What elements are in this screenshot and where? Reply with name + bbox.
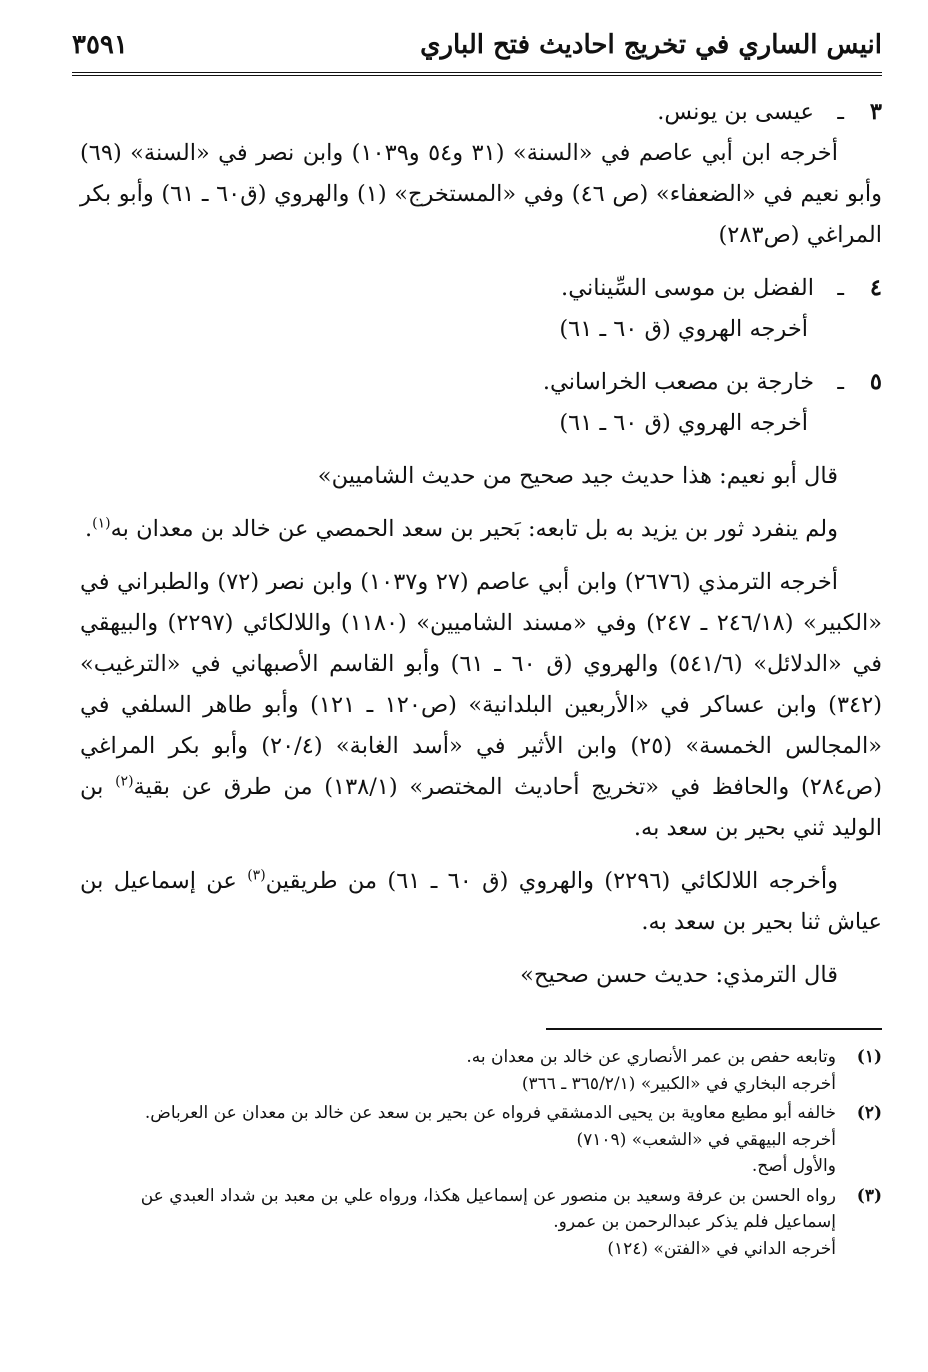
footnote-3 bbox=[80, 1183, 882, 1263]
footnotes bbox=[80, 1044, 882, 1262]
footnote-1 bbox=[80, 1044, 882, 1097]
footnote-ref-3: (٣) bbox=[247, 867, 266, 884]
footnote-number: (١) bbox=[856, 1047, 882, 1067]
narrator-item-3: ٣ـعيسى بن يونس. bbox=[80, 92, 882, 133]
footnote-line: وتابعه حفص بن عمر الأنصاري عن خالد بن معدان به. bbox=[466, 1047, 836, 1067]
footnote-number: (٣) bbox=[856, 1185, 882, 1206]
tirmidhi-quote: قال الترمذي: حديث حسن صحيح» bbox=[520, 962, 838, 988]
footnote-line: أخرجه الداني في «الفتن» (١٢٤) bbox=[607, 1238, 836, 1259]
footnote-line: والأول أصح. bbox=[751, 1156, 836, 1176]
main-text bbox=[80, 92, 882, 996]
takhrij-paragraph-1: أخرجه الترمذي (٢٦٧٦) وابن أبي عاصم (٢٧ و١٠٣٧) وابن نصر (٧٢) والطبراني في «الكبير» (٢٤٦/١٨ ـ ٢٤٧) وفي «مسند الشاميين» (١١٨٠) واللالكائي (٢٢٩٧) والبيهقي في «الدلائل» (٥٤١/٦) والهروي (ق ٦٠ ـ ٦١) وأبو القاسم الأصبهاني في «الترغيب» (٣٤٢) وابن عساكر في «الأربعين البلدانية» (ص١٢٠ ـ ١٢١) وأبو طاهر السلفي في «المجالس الخمسة» (٢٥) وابن الأثير في «أسد الغابة» (٢٠/٤) وأبو بكر المراغي (ص٢٨٤) والحافظ في «تخريج أحاديث المختصر» (١٣٨/١) من طرق عن بقية$^{(٢)}$ بن الوليد ثني بحير بن سعد به. bbox=[80, 569, 883, 841]
item-4-takhrij: أخرجه الهروي (ق ٦٠ ـ ٦١) bbox=[559, 316, 808, 342]
follow-paragraph: ولم ينفرد ثور بن يزيد به بل تابعه: بَحير بن سعد الحمصي عن خالد بن معدان به$^{(١)}$. bbox=[84, 515, 838, 542]
item-5-takhrij: أخرجه الهروي (ق ٦٠ ـ ٦١) bbox=[559, 410, 808, 436]
item-number: ٤ bbox=[869, 275, 882, 301]
footnote-2 bbox=[80, 1100, 882, 1180]
footnote-line: خالفه أبو مطيع معاوية بن يحيى الدمشقي فرواه عن بحير بن سعد عن خالد بن معدان عن العرباض. bbox=[144, 1103, 836, 1123]
narrator-item-4: ٤ـالفضل بن موسى السِّيناني. bbox=[80, 268, 882, 309]
narrator-item-5: ٥ـخارجة بن مصعب الخراساني. bbox=[80, 362, 882, 403]
takhrij-paragraph-2: وأخرجه اللالكائي (٢٢٩٦) والهروي (ق ٦٠ ـ ٦١) من طريقين$^{(٣)}$ عن إسماعيل بن عياش ثنا بحير بن سعد به. bbox=[80, 867, 882, 935]
abu-nuaim-quote: قال أبو نعيم: هذا حديث جيد صحيح من حديث الشاميين» bbox=[317, 463, 838, 489]
footnote-ref-1: (١) bbox=[92, 515, 111, 532]
footnote-number: (٢) bbox=[856, 1103, 882, 1123]
footnote-separator bbox=[546, 1028, 882, 1030]
narrator-name: خارجة بن مصعب الخراساني. bbox=[542, 369, 814, 395]
narrator-name: الفضل بن موسى السِّيناني. bbox=[561, 275, 814, 301]
book-title: انيس الساري في تخريج احاديث فتح الباري bbox=[420, 30, 882, 60]
footnote-line: أخرجه البيهقي في «الشعب» (٧١٠٩) bbox=[576, 1129, 836, 1150]
narrator-name: عيسى بن يونس. bbox=[657, 99, 814, 125]
footnote-line: رواه الحسن بن عرفة وسعيد بن منصور عن إسماعيل هكذا، ورواه علي بن معبد بن شداد العبدي عن إسماعيل فلم يذكر عبدالرحمن بن عمرو. bbox=[140, 1185, 836, 1232]
page-number: ٣٥٩١ bbox=[72, 30, 128, 60]
footnote-ref-2: (٢) bbox=[115, 773, 134, 790]
item-3-takhrij: أخرجه ابن أبي عاصم في «السنة» (٣١ و٥٤ و١٠٣٩) وابن نصر في «السنة» (٦٩) وأبو نعيم في «الضعفاء» (ص ٤٦) وفي «المستخرج» (١) والهروي (ق٦٠ ـ ٦١) وأبو بكر المراغي (ص٢٨٣) bbox=[80, 140, 882, 248]
item-number: ٣ bbox=[869, 99, 882, 125]
footnote-line: أخرجه البخاري في «الكبير» (٣٦٥/٢/١ ـ ٣٦٦) bbox=[521, 1073, 836, 1094]
item-number: ٥ bbox=[869, 369, 882, 395]
running-header bbox=[72, 26, 882, 76]
